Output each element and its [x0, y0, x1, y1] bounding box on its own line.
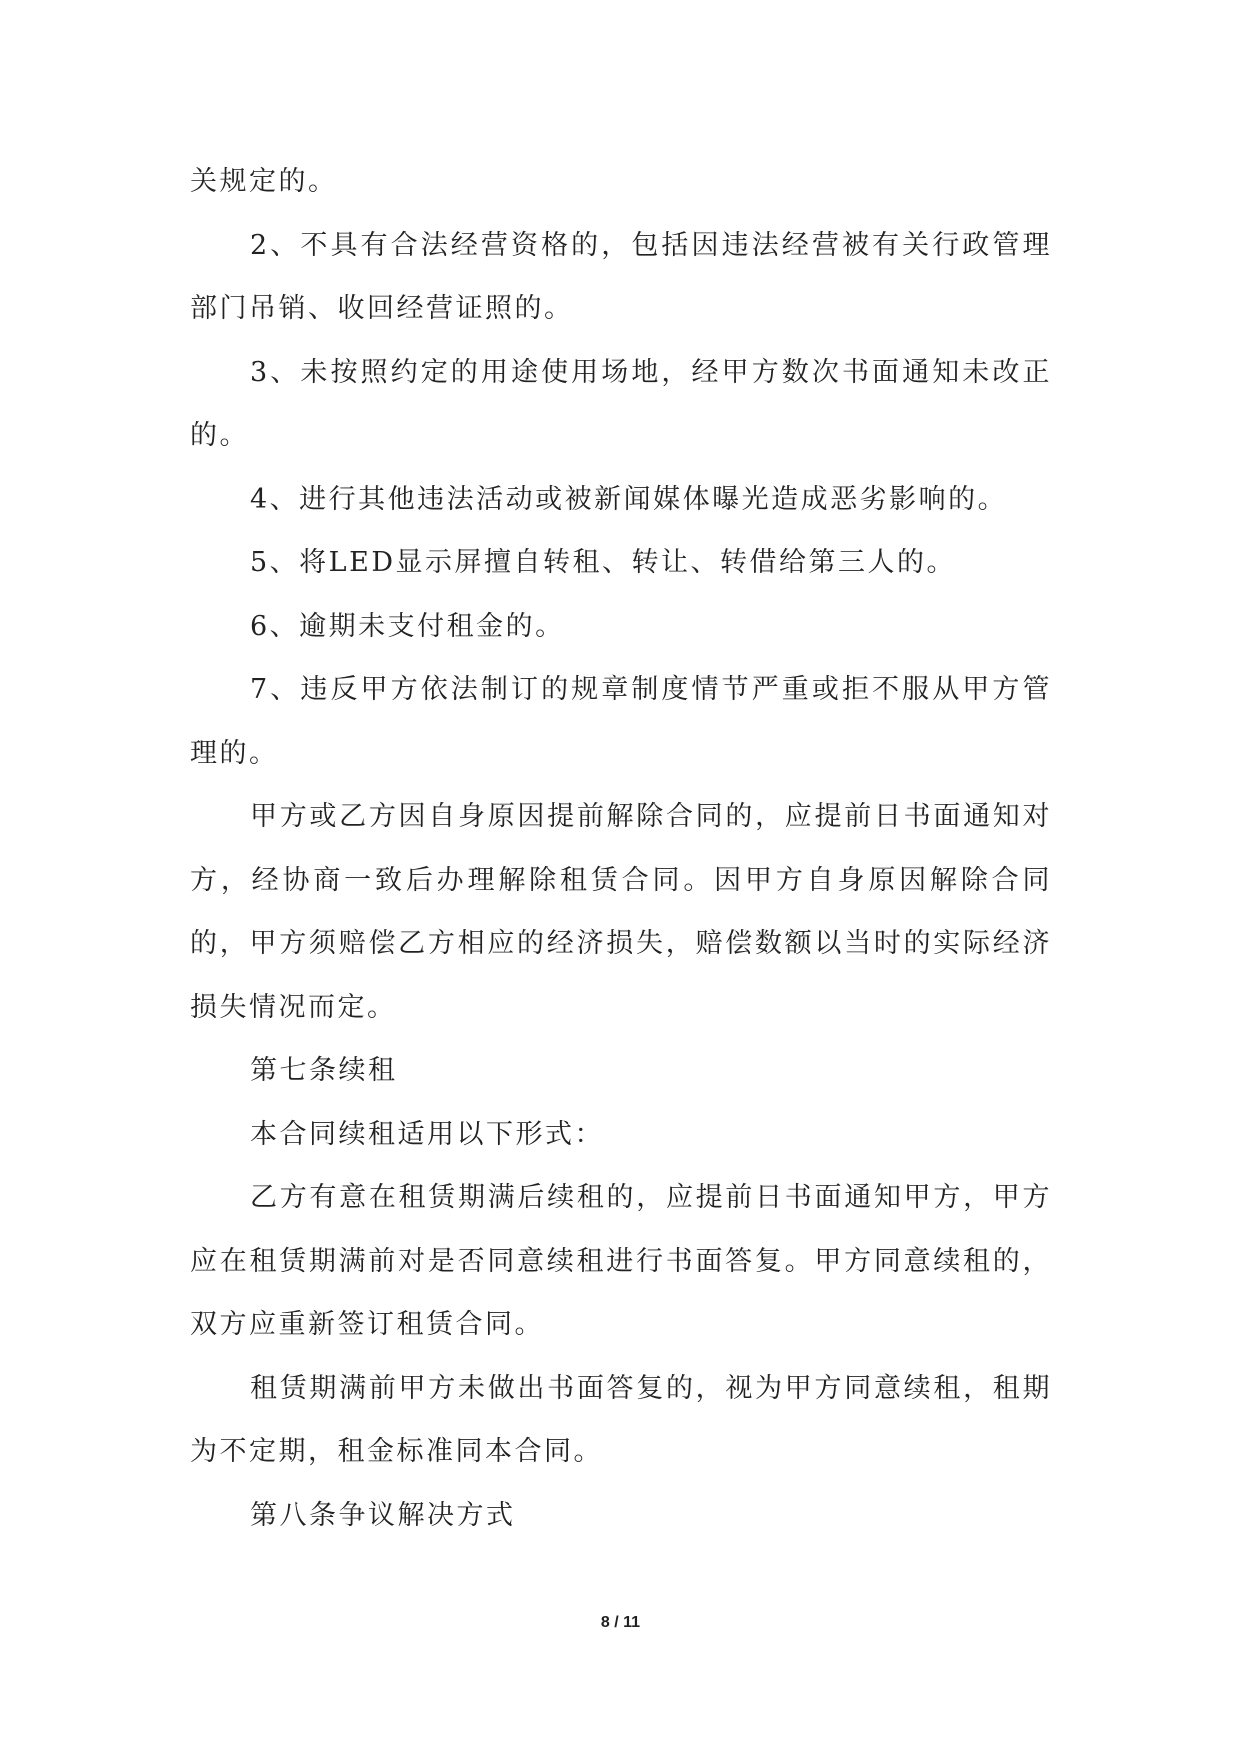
document-body: [190, 150, 1052, 1547]
paragraph-item-5: 5、将LED显示屏擅自转租、转让、转借给第三人的。: [250, 547, 956, 578]
paragraph-item-4: 4、进行其他违法活动或被新闻媒体曝光造成恶劣影响的。: [250, 483, 1008, 515]
paragraph-renewal-notice: 乙方有意在租赁期满后续租的，应提前日书面通知甲方，甲方应在租赁期满前对是否同意续租进行书面答复。甲方同意续租的，双方应重新签订租赁合同。: [190, 1182, 1052, 1340]
paragraph-renewal-default: 租赁期满前甲方未做出书面答复的，视为甲方同意续租，租期为不定期，租金标准同本合同。: [190, 1372, 1052, 1467]
section-heading-article-7: 第七条续租: [250, 1055, 398, 1086]
paragraph-continuation: 关规定的。: [190, 166, 338, 197]
paragraph-early-termination: 甲方或乙方因自身原因提前解除合同的，应提前日书面通知对方，经协商一致后办理解除租赁合同。因甲方自身原因解除合同的，甲方须赔偿乙方相应的经济损失，赔偿数额以当时的实际经济损失情况而定。: [190, 801, 1052, 1023]
section-heading-article-8: 第八条争议解决方式: [250, 1499, 516, 1531]
paragraph-item-3: 3、未按照约定的用途使用场地，经甲方数次书面通知未改正的。: [190, 356, 1052, 451]
paragraph-item-6: 6、逾期未支付租金的。: [250, 610, 565, 642]
page-number: 8 / 11: [600, 1614, 641, 1631]
paragraph-renewal-intro: 本合同续租适用以下形式：: [250, 1118, 604, 1150]
paragraph-item-2: 2、不具有合法经营资格的，包括因违法经营被有关行政管理部门吊销、收回经营证照的。: [190, 229, 1052, 324]
paragraph-item-7: 7、违反甲方依法制订的规章制度情节严重或拒不服从甲方管理的。: [190, 674, 1052, 769]
